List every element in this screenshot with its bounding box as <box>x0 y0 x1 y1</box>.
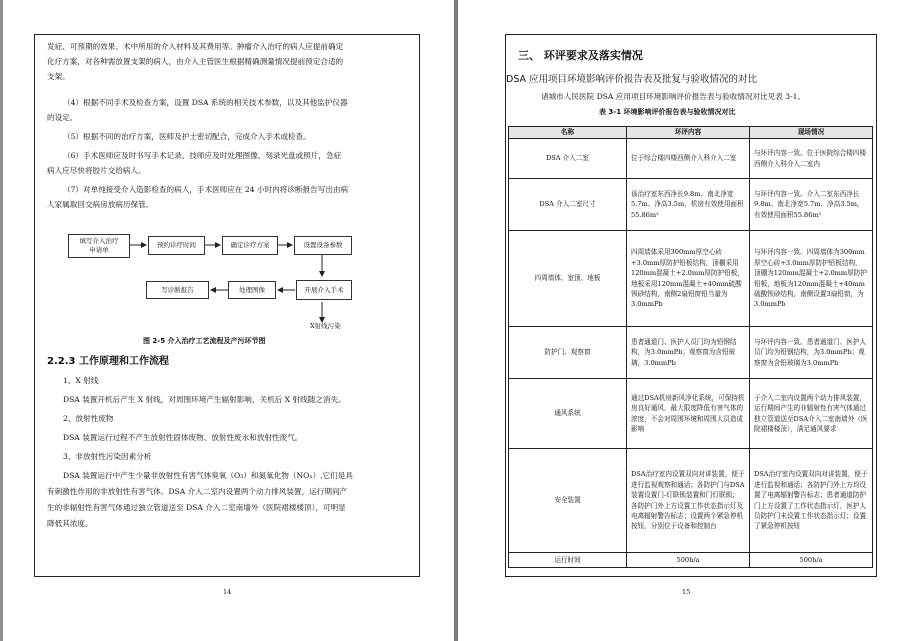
flow-step-schedule: 预约诊疗时间 <box>148 236 205 255</box>
body-line: DSA 装置运行中产生少量非放射性有害气体臭氧（O₃）和氮氧化物（NOₓ）,它们是具 <box>63 471 353 480</box>
left-page <box>0 0 454 641</box>
table-cell: 位于综合楼四楼西侧介入科介入二室 <box>627 139 750 179</box>
header-eia: 环评内容 <box>627 127 750 139</box>
body-line: 发症、可预期的效果、术中所用的介入材料及其费用等。肿瘤介入治疗的病人应提前确定 <box>47 42 344 51</box>
table-cell: 患者通道门、医护人员门均为铅钢结构，为3.0mmPb；观察窗为含铅玻璃，3.0mmPb <box>627 327 750 379</box>
body-line: 生的非辐射性有害气体通过独立管道送至 DSA 介入二室南墙外（医院裙楼楼顶），可明显 <box>47 503 346 512</box>
body-line: 降低其浓度。 <box>47 519 93 528</box>
flow-step-image: 处理图像 <box>228 281 276 299</box>
body-line: （7）对单纯接受介入造影检查的病人，手术医师应在 24 小时内将诊断报告写出由病 <box>63 185 349 194</box>
table-cell: 四周墙体采用300mm厚空心砖+3.0mm厚防护铅板结构，顶棚采用120mm混凝土+2.0mm厚防护铅板，地板采用120mm混凝土+40mm硫酸钡砂结构，南侧2扇铅窗铅当量为3.0mmPb <box>627 231 750 327</box>
table-row <box>509 449 873 553</box>
table-cell: 该治疗室东西净长9.8m、南北净宽5.7m、净高3.5m，机房有效使用面积55.86m² <box>627 179 750 231</box>
table-caption: 表 3-1 环境影响评价报告表与验收情况对比 <box>599 108 736 116</box>
flow-step-apply: 填写介入治疗 申请单 <box>68 234 130 258</box>
table-cell: 四周墙体、室顶、地板 <box>509 231 627 327</box>
table-cell: 与环评内容一致。介入二室东西净长9.8m、南北净宽5.7m、净高3.5m，有效使用面积55.86m² <box>750 179 873 231</box>
table-cell: 防护门、观察窗 <box>509 327 627 379</box>
body-line: DSA 装置开机后产生 X 射线，对周围环境产生辐射影响，关机后 X 射线随之消失。 <box>63 395 346 404</box>
table-cell: 与环评内容一致。患者通道门、医护人员门均为铅钢结构，为3.0mmPb；观察窗为含铅玻璃为3.0mmPb <box>750 327 873 379</box>
page-shadow <box>0 0 3 641</box>
body-line: 1、X 射线 <box>63 376 99 385</box>
body-line: 有刺激性作用的非放射性有害气体。DSA 介入二室内设置两个动力排风装置，运行期间产 <box>47 487 348 496</box>
table-row <box>509 179 873 231</box>
table-cell: 通风系统 <box>509 379 627 449</box>
table-row <box>509 327 873 379</box>
table-row <box>509 231 873 327</box>
body-line: （4）根据不同手术及检查方案，设置 DSA 系统的相关技术参数，以及其他监护仪器 <box>63 98 348 107</box>
body-line: 支架。 <box>47 72 70 81</box>
section-heading: 2.2.3 工作原理和工作流程 <box>47 356 169 367</box>
table-cell: 与环评内容一致。四周墙体为300mm厚空心砖+3.0mm厚防护铅板结构，顶棚为120mm混凝土+2.0mm厚防护铅板，地板为120mm混凝土+40mm硫酸钡砂结构，南侧设置3扇铅窗，为3.0mmPb <box>750 231 873 327</box>
body-line: 3、非放射性污染因素分析 <box>63 452 152 461</box>
table-cell: 于介入二室内设置两个动力排风装置，运行期间产生的非辐射性有害气体通过独立管道送至DSA介入二室南墙外（医院裙楼楼顶），满足通风要求 <box>750 379 873 449</box>
table-cell: DSA 介入二室 <box>509 139 627 179</box>
table-cell: 通过DSA机房新风净化系统，可保持机房良好通风，最大限度降低有害气体的浓度，不会对周围环境和周围人员造成影响 <box>627 379 750 449</box>
body-line: DSA 装置运行过程不产生放射性固体废物、放射性废水和放射性废气。 <box>63 433 303 442</box>
intro-text: 诸城市人民医院 DSA 应用项目环境影响评价报告表与验收情况对比见表 3-1。 <box>541 92 806 101</box>
table-cell: DSA治疗室内设置双向对讲装置，便于进行监视和通话；各防护门外上方均设置了电离辐射警告标志；患者通道防护门上方设置了工作状态指示灯，医护人员防护门未设置工作状态指示灯；设置了紧急停机按钮 <box>750 449 873 553</box>
body-line: 的设定。 <box>47 113 78 122</box>
header-name: 名称 <box>509 127 627 139</box>
section-title: 三、 环评要求及落实情况 <box>518 49 643 62</box>
xray-label: X射线污染 <box>310 322 341 330</box>
body-line: （5）根据不同的治疗方案，医师及护士密切配合，完成介入手术或检查。 <box>63 132 311 141</box>
subsection-title: DSA 应用项目环境影响评价报告表及批复与验收情况的对比 <box>506 74 758 85</box>
table-cell: DSA治疗室内设置双向对讲装置，便于进行监视观察和通话；各防护门与DSA装置设置门-灯联锁装置和门灯联锁；各防护门外上方设置工作状态指示灯及电离辐射警告标志；设置两个紧急停机按钮，分别位于设备和控制台 <box>627 449 750 553</box>
header-site: 现场情况 <box>750 127 873 139</box>
table-cell: 500h/a <box>627 553 750 568</box>
page-number: 15 <box>682 588 691 596</box>
figure-caption: 图 2-5 介入治疗工艺流程及产污环节图 <box>143 337 266 345</box>
comparison-table <box>508 126 873 568</box>
page-number: 14 <box>223 588 232 596</box>
table-cell: 500h/a <box>750 553 873 568</box>
flow-step-surgery: 开展介入手术 <box>296 280 352 300</box>
body-line: 人家属取回交病房放病历保管。 <box>47 200 154 209</box>
body-line: 化疗方案，对各种需放置支架的病人，由介入主管医生根据精确测量情况提前预定合适的 <box>47 57 344 66</box>
table-row <box>509 379 873 449</box>
table-cell: DSA 介入二室尺寸 <box>509 179 627 231</box>
body-line: （6）手术医师应及时书写手术记录。技师应及时处理图像、刻录光盘或照片，急症 <box>63 151 342 160</box>
flow-step-settings: 设置设备参数 <box>294 236 352 255</box>
table-cell: 安全装置 <box>509 449 627 553</box>
table-cell: 与环评内容一致。位于医院综合楼四楼西侧介入科介入二室内 <box>750 139 873 179</box>
body-line: 病人应尽快将胶片交给病人。 <box>47 166 146 175</box>
table-header-row <box>509 127 873 139</box>
table-cell: 运行时间 <box>509 553 627 568</box>
flow-step-plan: 确定诊疗方案 <box>222 236 278 255</box>
flow-step-report: 写诊断报告 <box>146 281 209 299</box>
table-row <box>509 553 873 568</box>
body-line: 2、放射性废物 <box>63 414 114 423</box>
table-row <box>509 139 873 179</box>
